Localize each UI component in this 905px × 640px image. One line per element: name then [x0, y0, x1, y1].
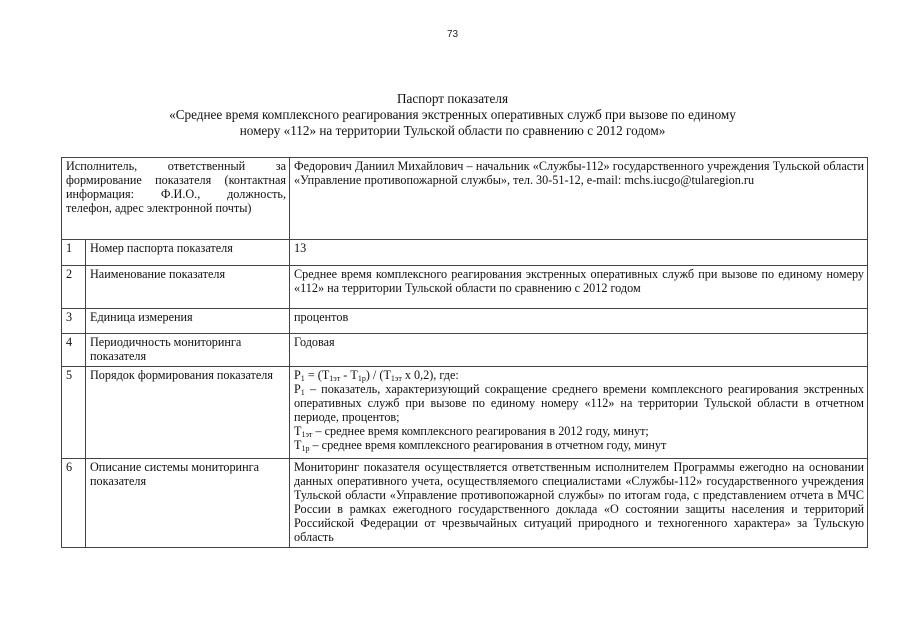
passport-table: [61, 157, 868, 548]
title-line-3: номеру «112» на территории Тульской области по сравнению с 2012 годом»: [239, 123, 666, 138]
table-row: [62, 240, 868, 266]
row-number: 3: [62, 309, 86, 334]
title-line-1: Паспорт показателя: [396, 91, 509, 106]
formula-cell: [290, 367, 868, 459]
executor-label: Исполнитель, ответственный за формирование показателя (контактная информация: Ф.И.О., должность, телефон, адрес электронной почты): [62, 158, 290, 240]
row-label: Номер паспорта показателя: [86, 240, 290, 266]
formula-definition-t1p: $T_{1р}$ – среднее время комплексного реагирования в отчетном году, минут: [294, 438, 667, 453]
row-label: Порядок формирования показателя: [86, 367, 290, 459]
row-value: Годовая: [290, 334, 868, 367]
row-number: 6: [62, 459, 86, 548]
table-row: [62, 266, 868, 309]
row-value: Мониторинг показателя осуществляется ответственным исполнителем Программы ежегодно на основании данных оперативного учета, осуществляемого специалистами «Службы-112» государственного учреждения Тульской области «Управление противопожарной службы» по итогам года, с представлением отчета в МЧС России в рамках ежегодного государственного доклада «О состоянии защиты населения и территорий Российской Федерации от чрезвычайных ситуаций природного и техногенного характера» за Тульскую область: [290, 459, 868, 548]
row-number: 1: [62, 240, 86, 266]
row-number: 2: [62, 266, 86, 309]
document-title: [0, 91, 905, 139]
row-label: Единица измерения: [86, 309, 290, 334]
row-value: 13: [290, 240, 868, 266]
page-number: 73: [446, 29, 459, 40]
row-label: Наименование показателя: [86, 266, 290, 309]
table-row-executor: [62, 158, 868, 240]
table-row: [62, 309, 868, 334]
row-value: процентов: [290, 309, 868, 334]
formula-definition-t1et: $T_{1эт}$ – среднее время комплексного реагирования в 2012 году, минут;: [294, 424, 649, 439]
executor-value: Федорович Даниил Михайлович – начальник «Службы-112» государственного учреждения Тульской области «Управление противопожарной службы», тел. 30-51-12, e-mail: mchs.iucgo@tularegion.ru: [290, 158, 868, 240]
row-label: Описание системы мониторинга показателя: [86, 459, 290, 548]
row-number: 5: [62, 367, 86, 459]
row-value: Среднее время комплексного реагирования экстренных оперативных служб при вызове по единому номеру «112» на территории Тульской области по сравнению с 2012 годом: [290, 266, 868, 309]
formula-definition-p1: $P_1$ – показатель, характеризующий сокращение среднего времени комплексного реагирования экстренных оперативных служб при вызове по единому номеру «112» на территории Тульской области в отчетном периоде, процентов;: [294, 382, 865, 424]
row-number: 4: [62, 334, 86, 367]
title-line-2: «Среднее время комплексного реагирования экстренных оперативных служб при вызове по единому: [169, 107, 736, 122]
row-label: Периодичность мониторинга показателя: [86, 334, 290, 367]
table-row: [62, 459, 868, 548]
table-row: [62, 334, 868, 367]
formula-line: $P_1 = (T_{1эт} - T_{1р}) / (T_{1эт}$ х 0,2), где:: [294, 368, 459, 383]
table-row: [62, 367, 868, 459]
